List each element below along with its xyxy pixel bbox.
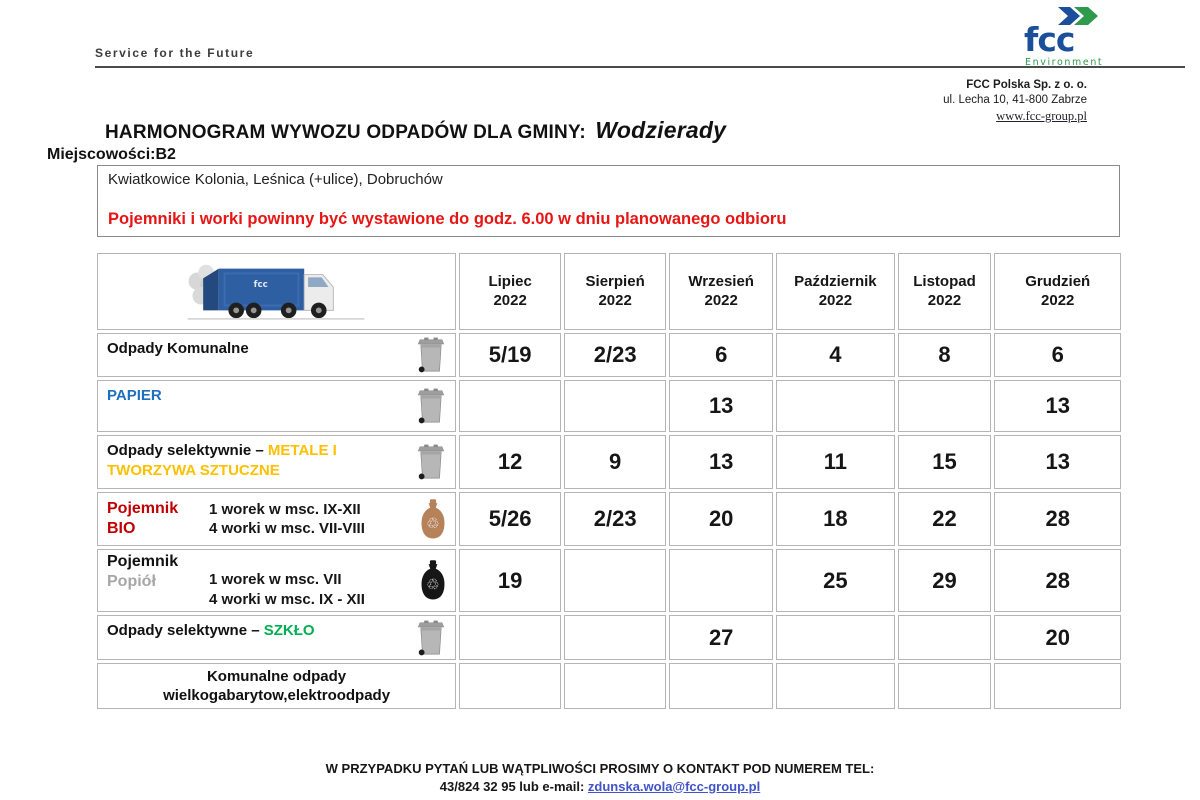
row-label: PAPIER	[97, 380, 456, 432]
schedule-cell	[776, 615, 894, 660]
schedule-cell: 20	[669, 492, 773, 546]
schedule-cell: 13	[994, 380, 1121, 432]
fcc-logo-text: fcc	[1024, 20, 1075, 59]
schedule-cell	[776, 663, 894, 709]
company-address: ul. Lecha 10, 41-800 Zabrze	[943, 93, 1087, 106]
schedule-cell: 13	[669, 380, 773, 432]
month-header: Wrzesień 2022	[669, 253, 773, 330]
fcc-logo	[1018, 4, 1128, 70]
footer-phone-line	[0, 778, 1200, 796]
localities-code: Miejscowości:B2	[47, 146, 176, 163]
fcc-logo-graphic	[1018, 4, 1128, 70]
footer-contact-line: W PRZYPADKU PYTAŃ LUB WĄTPLIWOŚCI PROSIMY O KONTAKT POD NUMEREM TEL:	[325, 761, 875, 776]
schedule-cell	[776, 380, 894, 432]
waste-bin-icon	[414, 444, 448, 480]
info-box	[97, 165, 1120, 237]
schedule-cell: 4	[776, 333, 894, 377]
localities-text: Kwiatkowice Kolonia, Leśnica (+ulice), Dobruchów	[108, 171, 443, 188]
schedule-cell: 13	[669, 435, 773, 489]
schedule-cell	[564, 549, 666, 612]
schedule-cell: 15	[898, 435, 992, 489]
schedule-cell: 2/23	[564, 333, 666, 377]
schedule-cell: 20	[994, 615, 1121, 660]
schedule-cell	[898, 380, 992, 432]
company-website-link[interactable]: www.fcc-group.pl	[996, 108, 1087, 123]
month-header: Sierpień 2022	[564, 253, 666, 330]
footer-contact	[0, 760, 1200, 795]
page-title	[105, 117, 726, 144]
company-address-block	[943, 78, 1087, 125]
schedule-cell	[459, 663, 561, 709]
gmina-name: Wodzierady	[595, 117, 727, 143]
schedule-cell: 13	[994, 435, 1121, 489]
footer-email-link[interactable]: zdunska.wola@fcc-group.pl	[587, 778, 761, 794]
footer-phone-text: 43/824 32 95 lub e-mail:	[439, 778, 588, 794]
svg-text:♲: ♲	[426, 575, 440, 594]
schedule-cell: 27	[669, 615, 773, 660]
schedule-cell	[459, 380, 561, 432]
schedule-cell	[898, 615, 992, 660]
schedule-cell: 25	[776, 549, 894, 612]
schedule-cell: 28	[994, 549, 1121, 612]
page-title-prefix: HARMONOGRAM WYWOZU ODPADÓW DLA GMINY:	[105, 122, 586, 143]
schedule-cell: 12	[459, 435, 561, 489]
schedule-cell: 28	[994, 492, 1121, 546]
schedule-cell: 9	[564, 435, 666, 489]
schedule-cell: 5/26	[459, 492, 561, 546]
row-label: Pojemnik BIO 1 worek w msc. IX-XII 4 worki w msc. VII-VIII ♲	[97, 492, 456, 546]
schedule-cell: 29	[898, 549, 992, 612]
truck-header-cell	[97, 253, 456, 330]
row-label: Odpady selektywnie – METALE I TWORZYWA SZTUCZNE	[97, 435, 456, 489]
row-label: Odpady selektywne – SZKŁO	[97, 615, 456, 660]
schedule-cell: 5/19	[459, 333, 561, 377]
svg-text:fcc: fcc	[253, 280, 268, 291]
table-row	[97, 615, 1121, 660]
header-tagline: Service for the Future	[95, 46, 255, 60]
garbage-truck-image	[179, 255, 375, 323]
bio-bag-icon	[418, 499, 448, 540]
schedule-cell: 2/23	[564, 492, 666, 546]
schedule-cell	[564, 380, 666, 432]
waste-bin-icon	[414, 337, 448, 373]
table-row	[97, 380, 1121, 432]
schedule-cell	[669, 549, 773, 612]
month-header: Październik 2022	[776, 253, 894, 330]
table-row	[97, 663, 1121, 709]
waste-bin-icon	[414, 620, 448, 656]
schedule-cell	[669, 663, 773, 709]
month-header: Lipiec 2022	[459, 253, 561, 330]
month-header: Grudzień 2022	[994, 253, 1121, 330]
fcc-logo-environment: Environment	[1025, 57, 1104, 68]
month-header: Listopad 2022	[898, 253, 992, 330]
schedule-cell: 11	[776, 435, 894, 489]
row-label: Komunalne odpady wielkogabarytow,elektroodpady	[97, 663, 456, 709]
schedule-cell	[564, 615, 666, 660]
table-row	[97, 435, 1121, 489]
schedule-table	[94, 250, 1124, 712]
svg-text:♲: ♲	[426, 513, 440, 532]
schedule-cell	[459, 615, 561, 660]
schedule-cell: 22	[898, 492, 992, 546]
schedule-cell: 8	[898, 333, 992, 377]
table-row	[97, 333, 1121, 377]
schedule-cell: 6	[669, 333, 773, 377]
table-row	[97, 549, 1121, 612]
warning-text: Pojemniki i worki powinny być wystawione do godz. 6.00 w dniu planowanego odbioru	[108, 210, 787, 228]
schedule-cell: 19	[459, 549, 561, 612]
row-label: Odpady Komunalne	[97, 333, 456, 377]
ash-bag-icon	[418, 560, 448, 601]
schedule-section	[94, 250, 1124, 712]
table-row	[97, 492, 1121, 546]
company-name: FCC Polska Sp. z o. o.	[966, 79, 1087, 91]
schedule-cell	[994, 663, 1121, 709]
schedule-cell	[564, 663, 666, 709]
waste-bin-icon	[414, 388, 448, 424]
schedule-cell	[898, 663, 992, 709]
row-label: Pojemnik Popiół 1 worek w msc. VII 4 worki w msc. IX - XII ♲	[97, 549, 456, 612]
schedule-cell: 18	[776, 492, 894, 546]
schedule-cell: 6	[994, 333, 1121, 377]
